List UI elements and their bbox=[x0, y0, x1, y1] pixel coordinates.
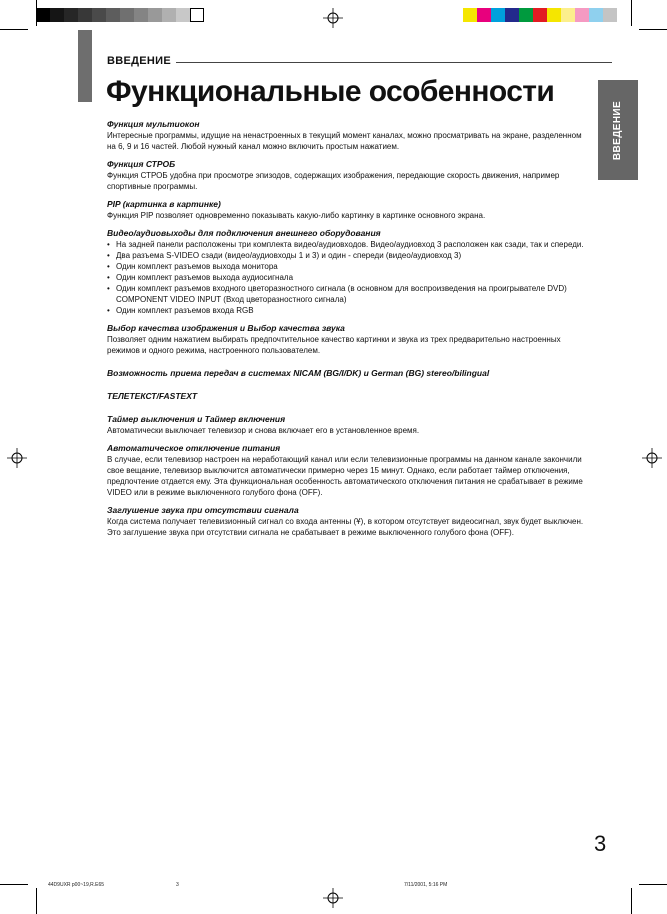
registration-mark-icon bbox=[323, 8, 343, 28]
color-swatch bbox=[463, 8, 477, 22]
color-swatch bbox=[505, 8, 519, 22]
grayscale-swatch bbox=[190, 8, 204, 22]
trim-mark bbox=[631, 0, 632, 26]
feature-section bbox=[107, 199, 587, 221]
list-item: • На задней панели расположены три комплекта видео/аудиовходов. Видео/аудиовход 3 расположен как сзади, так и спереди. bbox=[107, 239, 587, 250]
feature-section bbox=[107, 119, 587, 152]
list-item: • Один комплект разъемов входного цветоразностного сигнала (в основном для воспроизведения на проигрывателе DVD) COMPONENT VIDEO INPUT (Вход цветоразностного сигнала) bbox=[107, 283, 587, 305]
page-title: Функциональные особенности bbox=[106, 75, 555, 108]
trim-mark bbox=[36, 0, 37, 26]
page-number: 3 bbox=[594, 831, 607, 856]
footer-page: 3 bbox=[176, 882, 179, 888]
grayscale-swatch bbox=[36, 8, 50, 22]
header-divider bbox=[176, 62, 612, 63]
grayscale-swatch bbox=[176, 8, 190, 22]
feature-section bbox=[107, 505, 587, 538]
feature-body: Автоматически выключает телевизор и снова включает его в установленное время. bbox=[107, 426, 420, 435]
grayscale-swatch bbox=[134, 8, 148, 22]
feature-heading: Возможность приема передач в системах NICAM (BG/I/DK) и German (BG) stereo/bilingual bbox=[107, 368, 490, 378]
grayscale-calibration-strip bbox=[36, 8, 204, 22]
feature-section bbox=[107, 391, 587, 402]
list-item: • Один комплект разъемов выхода аудиосигнала bbox=[107, 272, 587, 283]
trim-mark bbox=[0, 884, 28, 885]
feature-body: Функция PIP позволяет одновременно показывать какую-либо картинку в картинке основного экрана. bbox=[107, 211, 486, 220]
features-content bbox=[107, 119, 587, 545]
feature-heading: ТЕЛЕТЕКСТ/FASTEXT bbox=[107, 391, 198, 401]
feature-body: Функция СТРОБ удобна при просмотре эпизодов, содержащих изображения, передающие скорость движения, например спортивные программы. bbox=[107, 171, 560, 191]
color-swatch bbox=[561, 8, 575, 22]
registration-mark-icon bbox=[7, 448, 27, 468]
feature-body: В случае, если телевизор настроен на неработающий канал или если телевизионные программы на данном канале закончили свое вещание, телевизор выключится автоматически примерно через 15 минут. Однако, если работает таймер отключения, предпочтение отдается ему. Эта функциональная особенность автоматического отключения питания не срабатывает в режиме VIDEO или в режиме выключенного голубого фона (OFF). bbox=[107, 455, 583, 497]
grayscale-swatch bbox=[148, 8, 162, 22]
trim-mark bbox=[639, 884, 667, 885]
feature-section bbox=[107, 443, 587, 498]
feature-heading: Функция мультиокон bbox=[107, 119, 200, 129]
list-item: • Один комплект разъемов входа RGB bbox=[107, 305, 587, 316]
feature-heading: PIP (картинка в картинке) bbox=[107, 199, 221, 209]
grayscale-swatch bbox=[78, 8, 92, 22]
feature-body: Позволяет одним нажатием выбирать предпочтительное качество картинки и звука из трех предварительно настроенных режимов и одного режима, настроенного пользователем. bbox=[107, 335, 561, 355]
color-swatch bbox=[603, 8, 617, 22]
side-tab bbox=[598, 80, 638, 180]
feature-section bbox=[107, 323, 587, 356]
grayscale-swatch bbox=[64, 8, 78, 22]
feature-section bbox=[107, 414, 587, 436]
footer-file: 44D9UXR p00~19,R.E65 bbox=[48, 882, 105, 888]
list-item: • Два разъема S-VIDEO сзади (видео/аудиовходы 1 и 3) и один - спереди (видео/аудиовход 3) bbox=[107, 250, 587, 261]
registration-mark-icon bbox=[642, 448, 662, 468]
feature-heading: Выбор качества изображения и Выбор качества звука bbox=[107, 323, 345, 333]
color-swatch bbox=[519, 8, 533, 22]
feature-heading: Автоматическое отключение питания bbox=[107, 443, 281, 453]
trim-mark bbox=[36, 888, 37, 914]
feature-section bbox=[107, 368, 587, 379]
feature-heading: Таймер выключения и Таймер включения bbox=[107, 414, 286, 424]
list-item: • Один комплект разъемов выхода монитора bbox=[107, 261, 587, 272]
grayscale-swatch bbox=[92, 8, 106, 22]
feature-section bbox=[107, 159, 587, 192]
grayscale-swatch bbox=[120, 8, 134, 22]
color-swatch bbox=[575, 8, 589, 22]
feature-body: Интересные программы, идущие на ненастроенных в текущий момент каналах, можно просматривать на экране, разделенном на 6, 9 и 16 частей. Любой нужный канал можно включить простым нажатием. bbox=[107, 131, 582, 151]
feature-section bbox=[107, 228, 587, 316]
side-tab-label: ВВЕДЕНИЕ bbox=[612, 100, 624, 160]
grayscale-swatch bbox=[106, 8, 120, 22]
section-label: ВВЕДЕНИЕ bbox=[107, 55, 171, 67]
grayscale-swatch bbox=[162, 8, 176, 22]
trim-mark bbox=[639, 29, 667, 30]
color-swatch bbox=[547, 8, 561, 22]
color-calibration-strip bbox=[463, 8, 617, 22]
feature-heading: Заглушение звука при отсутствии сигнала bbox=[107, 505, 299, 515]
color-swatch bbox=[589, 8, 603, 22]
footer-timestamp: 7/11/2001, 5:16 PM bbox=[404, 882, 448, 888]
color-swatch bbox=[477, 8, 491, 22]
color-swatch bbox=[491, 8, 505, 22]
feature-body: Когда система получает телевизионный сигнал со входа антенны (Ұ), в котором отсутствует видеосигнал, звук будет выключен. Это заглушение звука при отсутствии сигнала не срабатывает в режиме выключенного голубого фона (OFF). bbox=[107, 517, 584, 537]
color-swatch bbox=[533, 8, 547, 22]
trim-mark bbox=[0, 29, 28, 30]
feature-list bbox=[107, 239, 587, 316]
grayscale-swatch bbox=[50, 8, 64, 22]
header-accent-bar bbox=[78, 30, 92, 102]
feature-heading: Видео/аудиовыходы для подключения внешнего оборудования bbox=[107, 228, 381, 238]
registration-mark-icon bbox=[323, 888, 343, 908]
trim-mark bbox=[631, 888, 632, 914]
feature-heading: Функция СТРОБ bbox=[107, 159, 176, 169]
